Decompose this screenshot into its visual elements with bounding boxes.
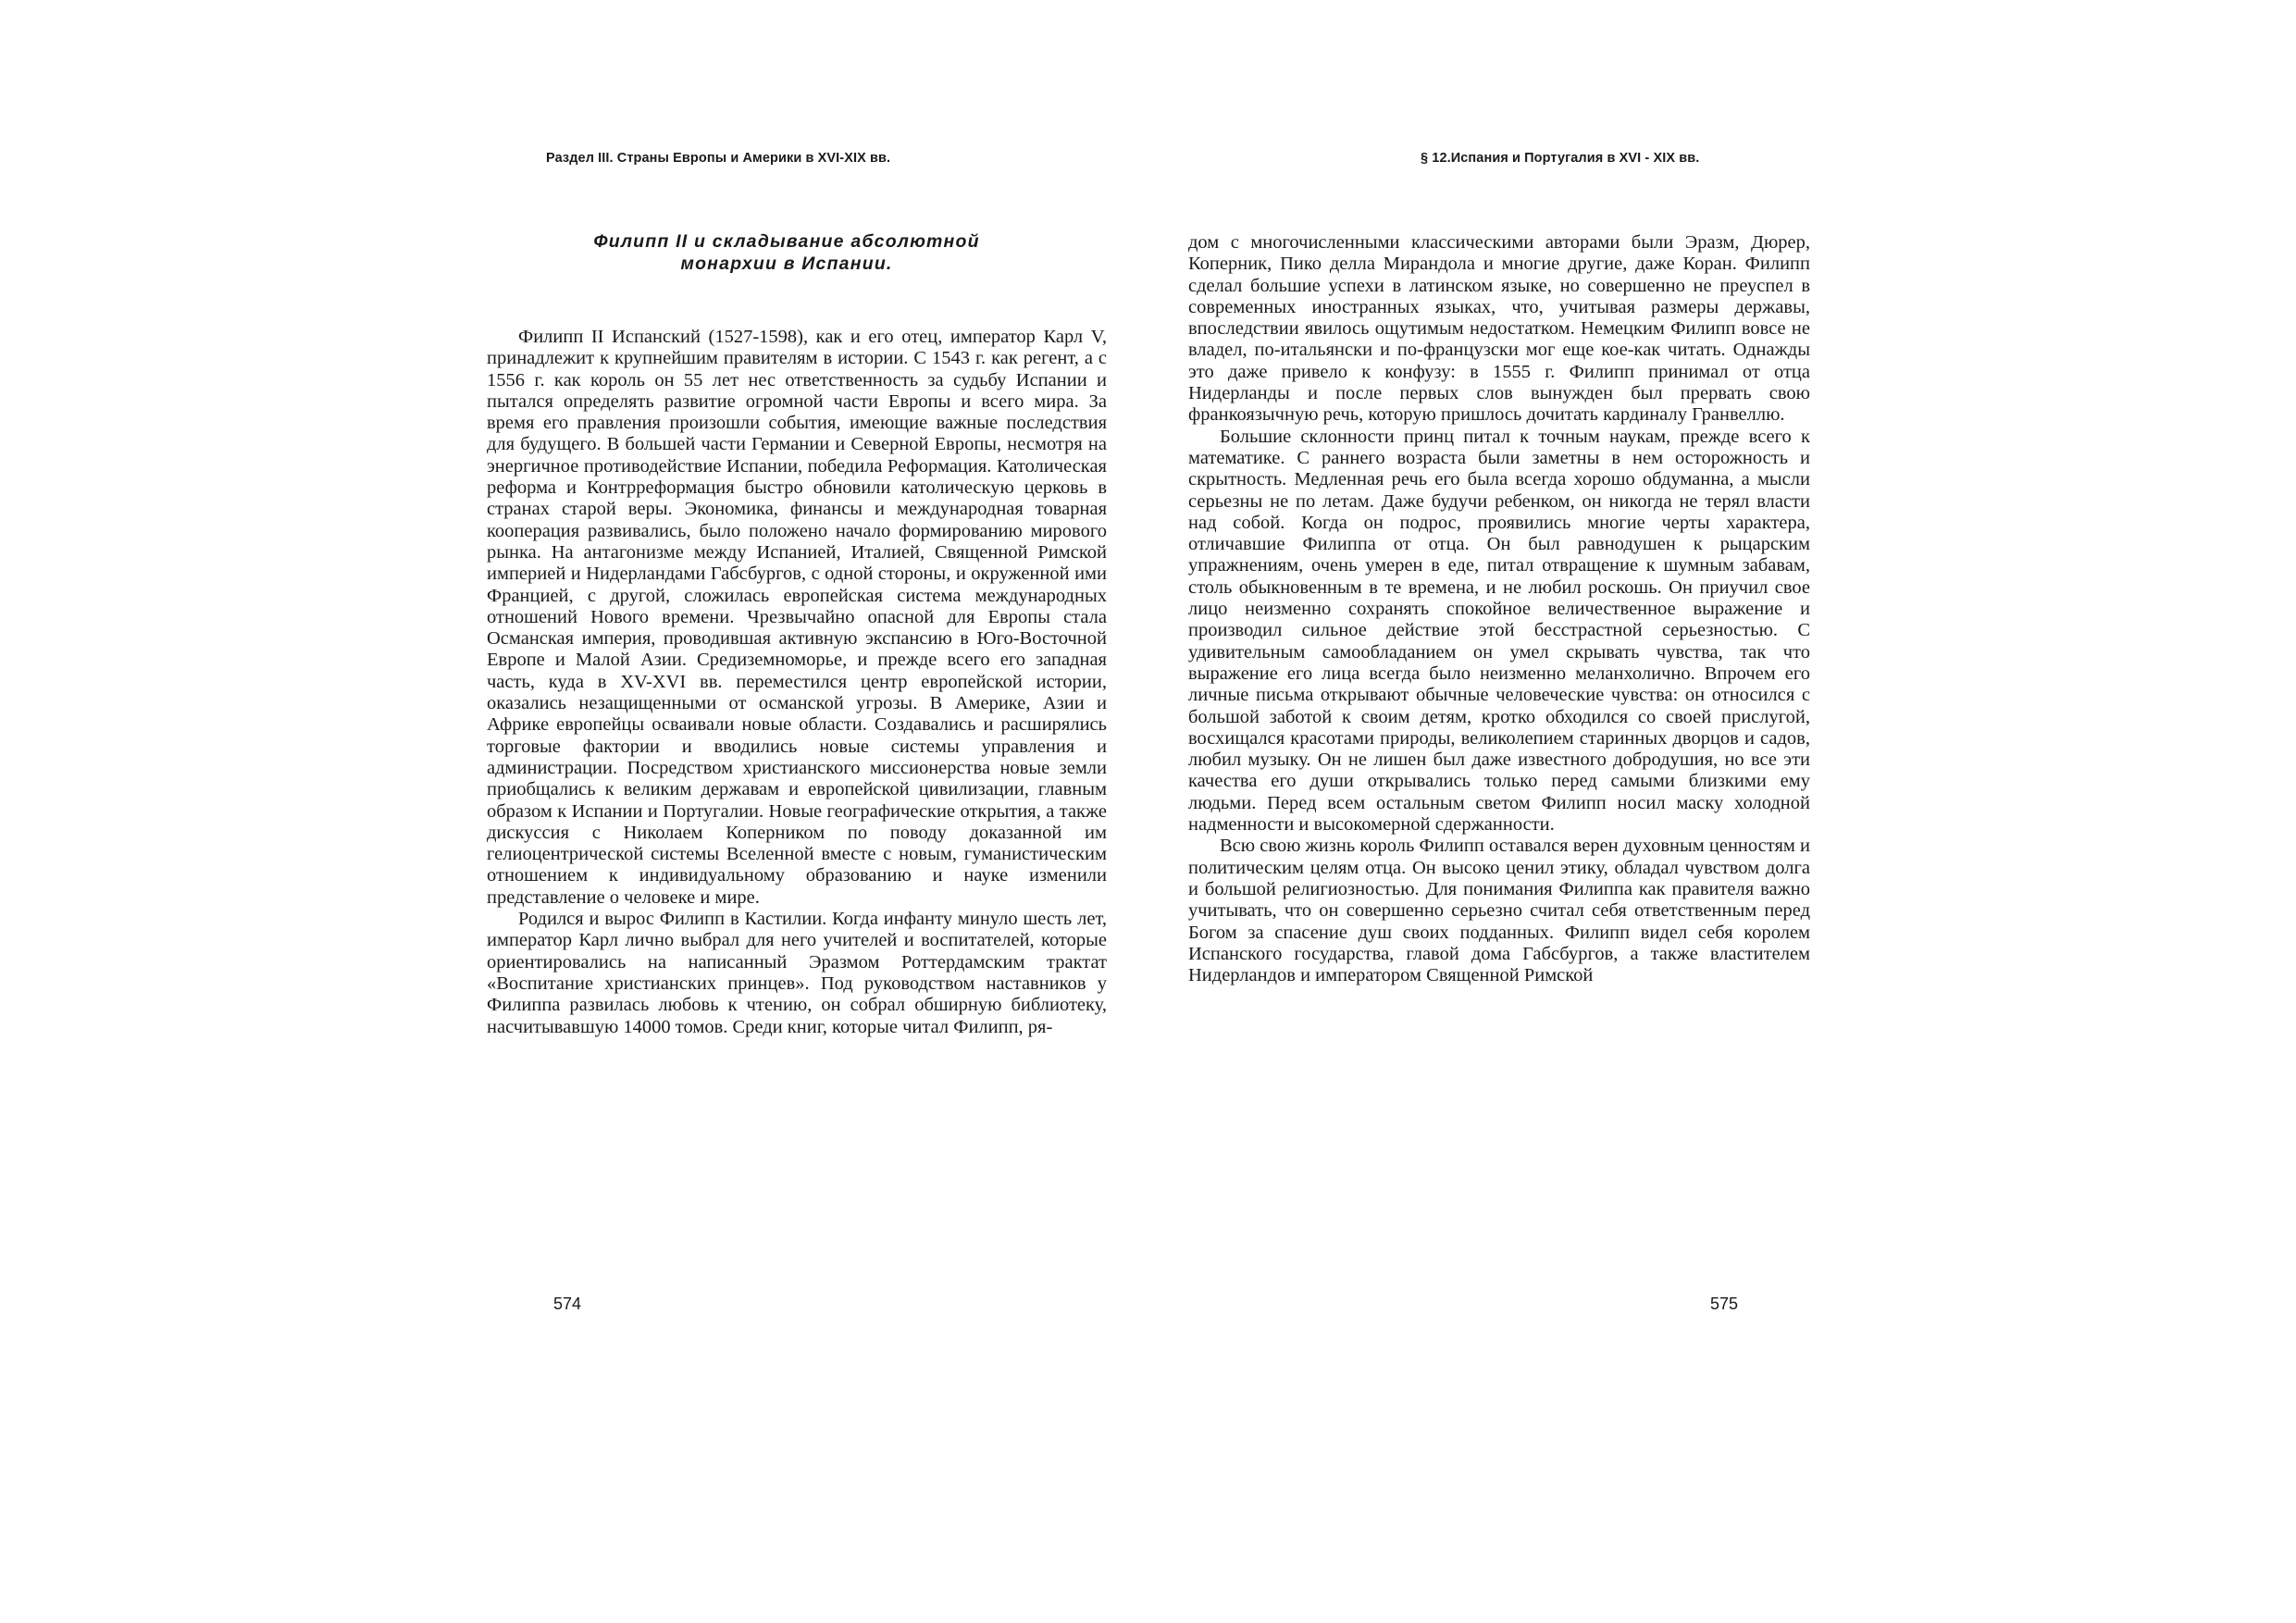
paragraph: Филипп II Испанский (1527-1598), как и его отец, император Карл V, принадлежит к крупнейшим правителям в истории. С 1543 г. как регент, а с 1556 г. как король он 55 лет нес ответственность за судьбу Испании и пытался определять развитие огромной части Европы и всего мира. За время его правления произошли события, имеющие важные последствия для будущего. В большей части Германии и Северной Европы, несмотря на энергичное противодействие Испании, победила Реформация. Католическая реформа и Контрреформация быстро обновили католическую церковь в странах старой веры. Экономика, финансы и международная товарная кооперация развивались, было положено начало формированию мирового рынка. На антагонизме между Испанией, Италией, Священной Римской империей и Нидерландами Габсбургов, с одной стороны, и окруженной ими Францией, с другой, сложилась европейская система международных отношений Нового времени. Чрезвычайно опасной для Европы стала Османская империя, проводившая активную экспансию в Юго-Восточной Европе и Малой Азии. Средиземноморье, и прежде всего его западная часть, куда в XV-XVI вв. переместился центр европейской истории, оказались незащищенными от османской угрозы. В Америке, Азии и Африке европейцы осваивали новые области. Создавались и расширялись торговые фактории и вводились новые системы управления и администрации. Посредством христианского миссионерства новые земли приобщались к великим державам и европейской цивилизации, главным образом к Испании и Португалии. Новые географические открытия, а также дискуссия с Николаем Коперником по поводу доказанной им гелиоцентрической системы Вселенной вместе с новым, гуманистическим отношением к индивидуальному образованию и науке изменили представление о человеке и мире. — [487, 327, 1107, 908]
page-number-left: 574 — [553, 1295, 582, 1313]
chapter-title — [518, 230, 1055, 275]
paragraph-continued: дом с многочисленными классическими авторами были Эразм, Дюрер, Коперник, Пико делла Мирандола и многие другие, даже Коран. Филипп сделал большие успехи в латинском языке, но совершенно не преуспел в современных иностранных языках, что, учитывая размеры державы, впоследствии явилось ощутимым недостатком. Немецким Филипп вовсе не владел, по-итальянски и по-французски мог еще кое-как читать. Однажды это даже привело к конфузу: в 1555 г. Филипп принимал от отца Нидерланды и после первых слов вынужден был прервать свою франкоязычную речь, которую пришлось дочитать кардиналу Гранвеллю. — [1188, 232, 1810, 426]
chapter-title-line-2: монархии в Испании. — [680, 254, 893, 274]
page-number-right: 575 — [1710, 1295, 1739, 1313]
right-page-text — [1188, 232, 1810, 986]
running-head-left: Раздел III. Страны Европы и Америки в XVI-XIX вв. — [546, 151, 891, 166]
left-page-text — [487, 327, 1107, 1038]
running-head-right: § 12.Испания и Португалия в XVI - XIX вв. — [1421, 151, 1700, 166]
chapter-title-line-1: Филипп II и складывание абсолютной — [593, 231, 980, 252]
paragraph: Всю свою жизнь король Филипп оставался верен духовным ценностям и политическим целям отца. Он высоко ценил этику, обладал чувством долга и большой религиозностью. Для понимания Филиппа как правителя важно учитывать, что он совершенно серьезно считал себя ответственным перед Богом за спасение душ своих подданных. Филипп видел себя королем Испанского государства, главой дома Габсбургов, а также властителем Нидерландов и императором Священной Римской — [1188, 836, 1810, 986]
paragraph: Родился и вырос Филипп в Кастилии. Когда инфанту минуло шесть лет, император Карл лично выбрал для него учителей и воспитателей, которые ориентировались на написанный Эразмом Роттердамским трактат «Воспитание христианских принцев». Под руководством наставников у Филиппа развилась любовь к чтению, он собрал обширную библиотеку, насчитывавшую 14000 томов. Среди книг, которые читал Филипп, ря- — [487, 909, 1107, 1037]
paragraph: Большие склонности принц питал к точным наукам, прежде всего к математике. С раннего возраста были заметны в нем осторожность и скрытность. Медленная речь его была всегда хорошо обдуманна, а мысли серьезны не по летам. Даже будучи ребенком, он никогда не терял власти над собой. Когда он подрос, проявились многие черты характера, отличавшие Филиппа от отца. Он был равнодушен к рыцарским упражнениям, очень умерен в еде, питал отвращение к шумным забавам, столь обыкновенным в те времена, и не любил роскошь. Он приучил свое лицо неизменно сохранять спокойное величественное выражение и производил сильное действие этой бесстрастной серьезностью. С удивительным самообладанием он умел скрывать чувства, так что выражение его лица всегда было неизменно меланхолично. Впрочем его личные письма открывают обычные человеческие чувства: он относился с большой заботой к своим детям, кротко обходился со своей прислугой, восхищался красотами природы, великолепием старинных дворцов и садов, любил музыку. Он не лишен был даже известного добродушия, но все эти качества его души открывались только перед самыми близкими ему людьми. Перед всем остальным светом Филипп носил маску холодной надменности и высокомерной сдержанности. — [1188, 426, 1810, 836]
